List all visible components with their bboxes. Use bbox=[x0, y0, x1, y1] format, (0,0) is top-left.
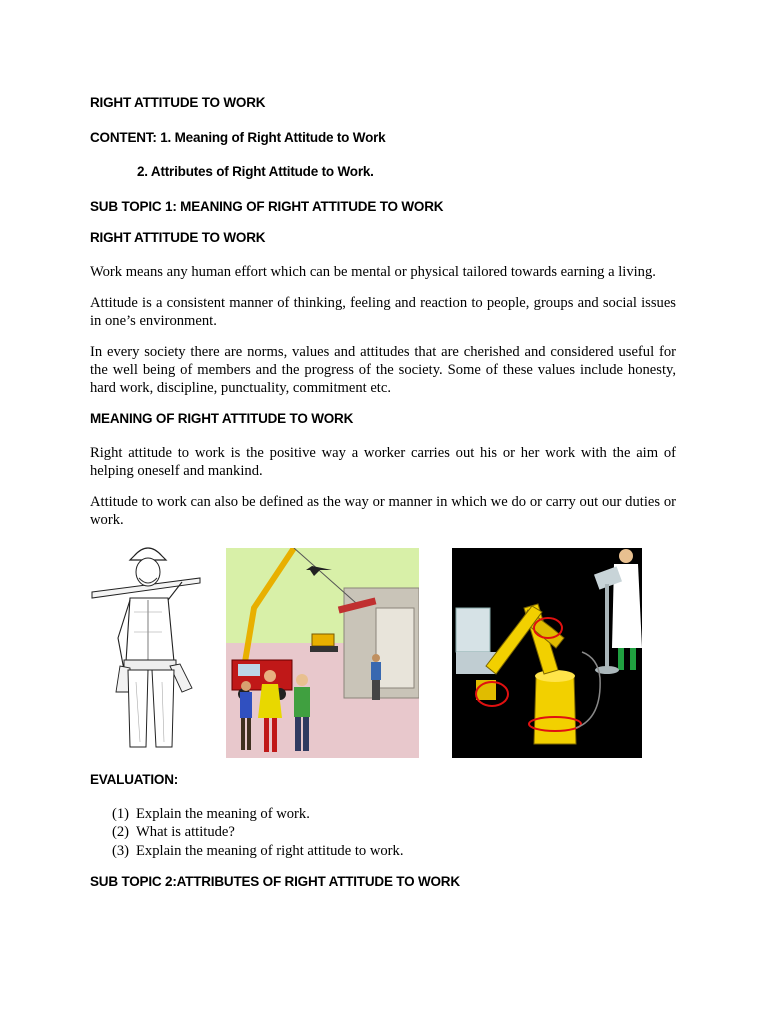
content-item-2: 2. Attributes of Right Attitude to Work. bbox=[137, 164, 374, 179]
section-heading-right-attitude: RIGHT ATTITUDE TO WORK bbox=[90, 230, 266, 245]
evaluation-item-number: (1) bbox=[112, 806, 130, 822]
evaluation-item-number: (2) bbox=[112, 824, 130, 840]
evaluation-item-text: Explain the meaning of right attitude to work. bbox=[136, 843, 404, 859]
document-title: RIGHT ATTITUDE TO WORK bbox=[90, 95, 266, 110]
paragraph-right-attitude: Right attitude to work is the positive way a worker carries out his or her work with the aim of helping oneself and mankind. bbox=[90, 445, 676, 479]
evaluation-item-number: (3) bbox=[112, 843, 130, 859]
robotic-arm-illustration bbox=[452, 548, 642, 758]
worker-illustration bbox=[90, 542, 202, 758]
subtopic-2-heading: SUB TOPIC 2:ATTRIBUTES OF RIGHT ATTITUDE TO WORK bbox=[90, 874, 460, 889]
paragraph-society-values: In every society there are norms, values and attitudes that are cherished and considered useful for the well being of members and the progress of the society. Some of these values include honesty, hard work, discipline, punctuality, commitment etc. bbox=[90, 344, 676, 396]
evaluation-item bbox=[112, 823, 235, 841]
evaluation-heading: EVALUATION: bbox=[90, 772, 179, 787]
evaluation-item-text: Explain the meaning of work. bbox=[136, 806, 310, 822]
evaluation-item bbox=[112, 805, 310, 823]
subtopic-1-heading: SUB TOPIC 1: MEANING OF RIGHT ATTITUDE TO WORK bbox=[90, 199, 444, 214]
paragraph-attitude-defined: Attitude to work can also be defined as the way or manner in which we do or carry out our duties or work. bbox=[90, 494, 676, 528]
section-heading-meaning: MEANING OF RIGHT ATTITUDE TO WORK bbox=[90, 411, 354, 426]
paragraph-work-definition: Work means any human effort which can be mental or physical tailored towards earning a living. bbox=[90, 264, 656, 280]
content-item-1: CONTENT: 1. Meaning of Right Attitude to Work bbox=[90, 130, 386, 145]
paragraph-attitude-definition: Attitude is a consistent manner of thinking, feeling and reaction to people, groups and social issues in one’s environment. bbox=[90, 295, 676, 329]
evaluation-item-text: What is attitude? bbox=[136, 824, 235, 840]
construction-site-illustration bbox=[226, 548, 419, 758]
evaluation-item bbox=[112, 842, 404, 860]
